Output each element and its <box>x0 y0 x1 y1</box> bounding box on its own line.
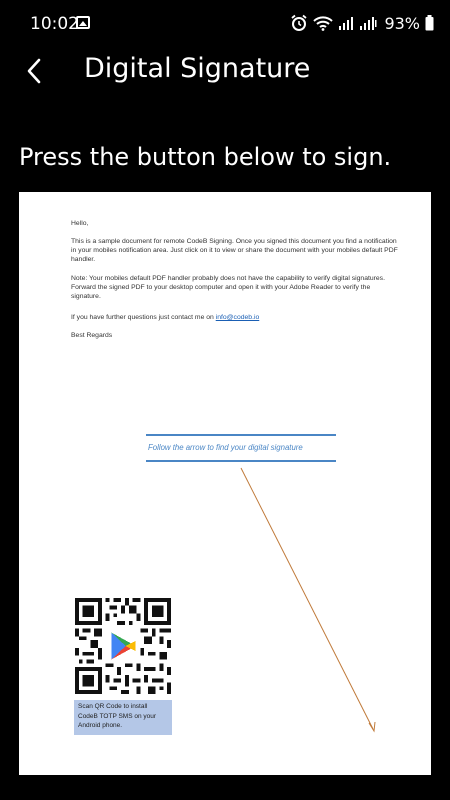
signature-field[interactable] <box>146 438 336 460</box>
doc-paragraph-2: Note: Your mobiles default PDF handler probably does not have the capability to verify digital signatures. Forward the signed PDF to your desktop computer and open it with your Adobe Reader to verify the signature. <box>71 275 385 300</box>
status-icons <box>290 13 434 33</box>
doc-contact-text: If you have further questions just contact me on <box>71 314 216 321</box>
app-bar <box>0 48 450 94</box>
doc-paragraph-1: This is a sample document for remote CodeB Signing. Once you signed this document you find a notification in your mobiles notification area. Just click on it to view or share the document with your mobiles default PDF handler. <box>71 238 398 263</box>
status-bar <box>0 0 450 48</box>
signature-hint: Follow the arrow to find your digital signature <box>148 443 303 452</box>
wifi-icon <box>313 15 333 31</box>
back-button[interactable] <box>14 52 54 90</box>
signature-bottom-rule <box>146 460 336 462</box>
signal-icon <box>359 15 377 31</box>
signal-icon <box>338 15 354 31</box>
image-icon <box>76 16 90 29</box>
instruction-text: Press the button below to sign. <box>19 143 392 171</box>
page-title: Digital Signature <box>84 53 311 84</box>
email-link[interactable]: info@codeb.io <box>215 314 260 321</box>
battery-icon <box>425 15 434 31</box>
qr-caption <box>74 700 172 735</box>
qr-caption-text: Scan QR Code to install CodeB TOTP SMS on your Android phone. <box>78 703 157 729</box>
doc-closing: Best Regards <box>71 332 113 339</box>
battery-percentage: 93% <box>384 13 420 33</box>
pdf-document[interactable] <box>19 192 431 775</box>
status-time: 10:02 <box>30 14 79 34</box>
signature-top-rule <box>146 434 336 436</box>
alarm-icon <box>290 14 308 32</box>
doc-greeting: Hello, <box>71 220 89 227</box>
back-arrow-icon <box>26 58 42 84</box>
doc-contact <box>71 313 401 322</box>
qr-code-icon <box>75 598 171 694</box>
